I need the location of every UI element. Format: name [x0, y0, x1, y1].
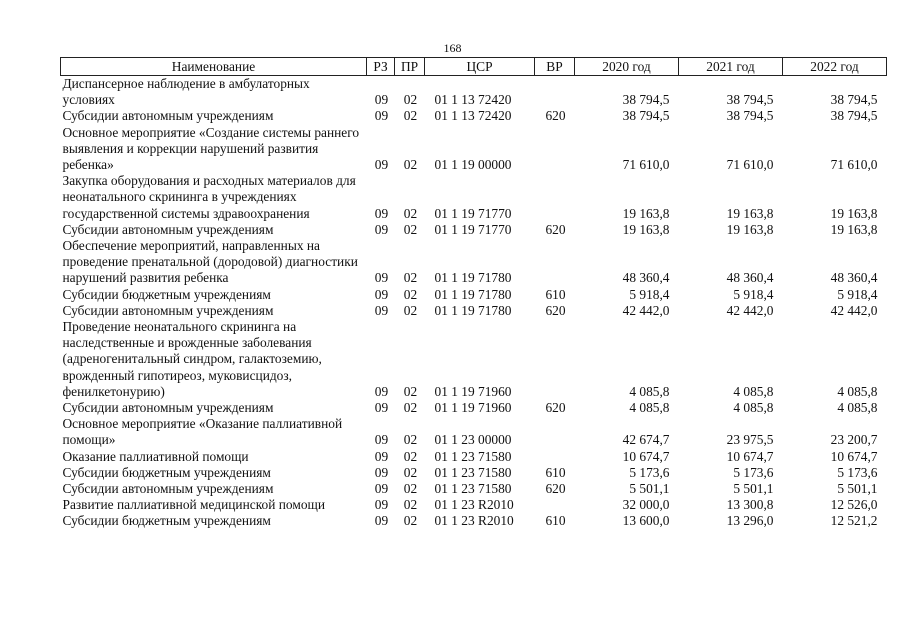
- table-row: [61, 76, 887, 109]
- cell-2020: 48 360,4: [622, 270, 670, 286]
- cell-vr: 610: [545, 286, 566, 302]
- cell-csr: 01 1 13 72420: [434, 92, 512, 108]
- cell-2022: 19 163,8: [830, 205, 878, 221]
- header-name: Наименование: [61, 58, 367, 76]
- cell-pr: 02: [403, 432, 418, 448]
- cell-pr: 02: [403, 92, 418, 108]
- cell-rz: 09: [374, 92, 389, 108]
- cell-2020: 4 085,8: [629, 383, 670, 399]
- cell-csr: 01 1 19 71780: [434, 270, 512, 286]
- table-row: [61, 319, 887, 400]
- cell-2021: 19 163,8: [726, 221, 774, 237]
- cell-name: Диспансерное наблюдение в амбулаторных условиях: [62, 76, 310, 108]
- cell-pr: 02: [403, 221, 418, 237]
- cell-2022: 71 610,0: [830, 157, 878, 173]
- cell-2021: 42 442,0: [726, 302, 774, 318]
- cell-rz: 09: [374, 464, 389, 480]
- cell-2021: 19 163,8: [726, 205, 774, 221]
- cell-csr: 01 1 19 71780: [434, 302, 512, 318]
- table-row: [61, 238, 887, 287]
- cell-csr: 01 1 23 71580: [434, 481, 512, 497]
- cell-vr: 610: [545, 513, 566, 529]
- cell-2022: 10 674,7: [830, 448, 878, 464]
- cell-name: Проведение неонатального скрининга на наследственные и врожденные заболевания (адреногенитальный синдром, галактоземию, врожденный гипотиреоз, муковисцидоз, фенилкетонурию): [62, 319, 322, 399]
- cell-2020: 10 674,7: [622, 448, 670, 464]
- cell-vr: 620: [545, 400, 566, 416]
- cell-2020: 42 674,7: [622, 432, 670, 448]
- cell-2022: 48 360,4: [830, 270, 878, 286]
- cell-rz: 09: [374, 286, 389, 302]
- cell-2022: 4 085,8: [837, 383, 878, 399]
- cell-rz: 09: [374, 221, 389, 237]
- cell-csr: 01 1 19 71770: [434, 221, 512, 237]
- cell-rz: 09: [374, 448, 389, 464]
- cell-name: Субсидии автономным учреждениям: [62, 108, 274, 124]
- cell-2021: 23 975,5: [726, 432, 774, 448]
- cell-vr: [535, 238, 575, 287]
- cell-2021: 13 296,0: [726, 513, 774, 529]
- cell-pr: 02: [403, 302, 418, 318]
- cell-vr: [535, 319, 575, 400]
- cell-2020: 4 085,8: [629, 400, 670, 416]
- cell-pr: 02: [403, 157, 418, 173]
- cell-2020: 38 794,5: [622, 92, 670, 108]
- header-2021: 2021 год: [679, 58, 783, 76]
- cell-csr: 01 1 19 71960: [434, 400, 512, 416]
- table-row: [61, 303, 887, 319]
- cell-vr: 620: [545, 221, 566, 237]
- cell-vr: [535, 173, 575, 222]
- cell-2021: 38 794,5: [726, 92, 774, 108]
- table-row: [61, 481, 887, 497]
- table-row: [61, 108, 887, 124]
- cell-csr: 01 1 23 71580: [434, 464, 512, 480]
- header-vr: ВР: [535, 58, 575, 76]
- cell-2021: 4 085,8: [733, 400, 774, 416]
- table-row: [61, 400, 887, 416]
- cell-2022: 19 163,8: [830, 221, 878, 237]
- header-rz: РЗ: [367, 58, 395, 76]
- cell-2021: 5 173,6: [733, 464, 774, 480]
- cell-pr: 02: [403, 513, 418, 529]
- cell-vr: [535, 125, 575, 174]
- header-row: [61, 58, 887, 76]
- cell-csr: 01 1 23 R2010: [434, 497, 514, 513]
- table-body: [61, 76, 887, 530]
- cell-vr: 620: [545, 302, 566, 318]
- cell-vr: [535, 76, 575, 109]
- cell-2021: 4 085,8: [733, 383, 774, 399]
- table-row: [61, 222, 887, 238]
- cell-2021: 10 674,7: [726, 448, 774, 464]
- cell-2022: 5 501,1: [837, 481, 878, 497]
- cell-2021: 71 610,0: [726, 157, 774, 173]
- cell-pr: 02: [403, 464, 418, 480]
- cell-2021: 13 300,8: [726, 497, 774, 513]
- cell-name: Субсидии автономным учреждениям: [62, 221, 274, 237]
- table-row: [61, 287, 887, 303]
- cell-rz: 09: [374, 497, 389, 513]
- cell-2020: 19 163,8: [622, 205, 670, 221]
- cell-csr: 01 1 19 00000: [434, 157, 512, 173]
- cell-2021: 5 501,1: [733, 481, 774, 497]
- header-2020: 2020 год: [575, 58, 679, 76]
- cell-csr: 01 1 13 72420: [434, 108, 512, 124]
- cell-name: Субсидии автономным учреждениям: [62, 302, 274, 318]
- cell-vr: 620: [545, 108, 566, 124]
- cell-pr: 02: [403, 497, 418, 513]
- cell-2022: 38 794,5: [830, 108, 878, 124]
- table-row: [61, 497, 887, 513]
- table-row: [61, 449, 887, 465]
- cell-name: Развитие паллиативной медицинской помощи: [62, 497, 325, 513]
- cell-rz: 09: [374, 513, 389, 529]
- cell-2021: 5 918,4: [733, 286, 774, 302]
- cell-vr: [535, 497, 575, 513]
- cell-rz: 09: [374, 383, 389, 399]
- cell-2022: 5 173,6: [837, 464, 878, 480]
- cell-csr: 01 1 19 71780: [434, 286, 512, 302]
- cell-name: Закупка оборудования и расходных материалов для неонатального скрининга в учреждениях государственной системы здравоохранения: [62, 173, 356, 221]
- table-row: [61, 416, 887, 448]
- cell-csr: 01 1 23 71580: [434, 448, 512, 464]
- cell-2020: 38 794,5: [622, 108, 670, 124]
- cell-2022: 4 085,8: [837, 400, 878, 416]
- cell-csr: 01 1 19 71960: [434, 383, 512, 399]
- cell-vr: [535, 416, 575, 448]
- table-row: [61, 125, 887, 174]
- table-row: [61, 513, 887, 529]
- cell-pr: 02: [403, 400, 418, 416]
- cell-csr: 01 1 23 R2010: [434, 513, 514, 529]
- cell-2022: 42 442,0: [830, 302, 878, 318]
- cell-2020: 32 000,0: [622, 497, 670, 513]
- cell-vr: 620: [545, 481, 566, 497]
- cell-pr: 02: [403, 286, 418, 302]
- cell-rz: 09: [374, 157, 389, 173]
- cell-2020: 5 501,1: [629, 481, 670, 497]
- cell-2020: 13 600,0: [622, 513, 670, 529]
- header-pr: ПР: [395, 58, 425, 76]
- cell-2021: 48 360,4: [726, 270, 774, 286]
- cell-2022: 12 526,0: [830, 497, 878, 513]
- cell-2020: 71 610,0: [622, 157, 670, 173]
- table-row: [61, 173, 887, 222]
- cell-name: Оказание паллиативной помощи: [62, 448, 249, 464]
- cell-2020: 19 163,8: [622, 221, 670, 237]
- cell-pr: 02: [403, 205, 418, 221]
- cell-vr: [535, 449, 575, 465]
- table-row: [61, 465, 887, 481]
- cell-2020: 5 173,6: [629, 464, 670, 480]
- cell-2021: 38 794,5: [726, 108, 774, 124]
- cell-2020: 42 442,0: [622, 302, 670, 318]
- cell-csr: 01 1 19 71770: [434, 205, 512, 221]
- cell-name: Субсидии автономным учреждениям: [62, 481, 274, 497]
- cell-pr: 02: [403, 108, 418, 124]
- cell-rz: 09: [374, 481, 389, 497]
- cell-rz: 09: [374, 205, 389, 221]
- cell-name: Субсидии бюджетным учреждениям: [62, 286, 271, 302]
- cell-name: Субсидии бюджетным учреждениям: [62, 513, 271, 529]
- cell-pr: 02: [403, 383, 418, 399]
- cell-rz: 09: [374, 270, 389, 286]
- cell-name: Основное мероприятие «Создание системы раннего выявления и коррекции нарушений развития ребенка»: [62, 124, 360, 173]
- cell-2022: 23 200,7: [830, 432, 878, 448]
- cell-2022: 38 794,5: [830, 92, 878, 108]
- cell-name: Основное мероприятие «Оказание паллиативной помощи»: [62, 416, 343, 448]
- header-csr: ЦСР: [425, 58, 535, 76]
- cell-rz: 09: [374, 108, 389, 124]
- cell-pr: 02: [403, 270, 418, 286]
- cell-2020: 5 918,4: [629, 286, 670, 302]
- cell-2022: 5 918,4: [837, 286, 878, 302]
- cell-rz: 09: [374, 302, 389, 318]
- cell-name: Субсидии бюджетным учреждениям: [62, 464, 271, 480]
- cell-vr: 610: [545, 464, 566, 480]
- header-2022: 2022 год: [783, 58, 887, 76]
- page-number: 168: [443, 41, 462, 55]
- table-header: [61, 58, 887, 76]
- budget-table: [60, 57, 887, 530]
- cell-2022: 12 521,2: [830, 513, 878, 529]
- cell-name: Обеспечение мероприятий, направленных на проведение пренатальной (дородовой) диагностики нарушений развития ребенка: [62, 238, 358, 286]
- cell-pr: 02: [403, 481, 418, 497]
- cell-rz: 09: [374, 400, 389, 416]
- cell-pr: 02: [403, 448, 418, 464]
- cell-name: Субсидии автономным учреждениям: [62, 400, 274, 416]
- cell-rz: 09: [374, 432, 389, 448]
- cell-csr: 01 1 23 00000: [434, 432, 512, 448]
